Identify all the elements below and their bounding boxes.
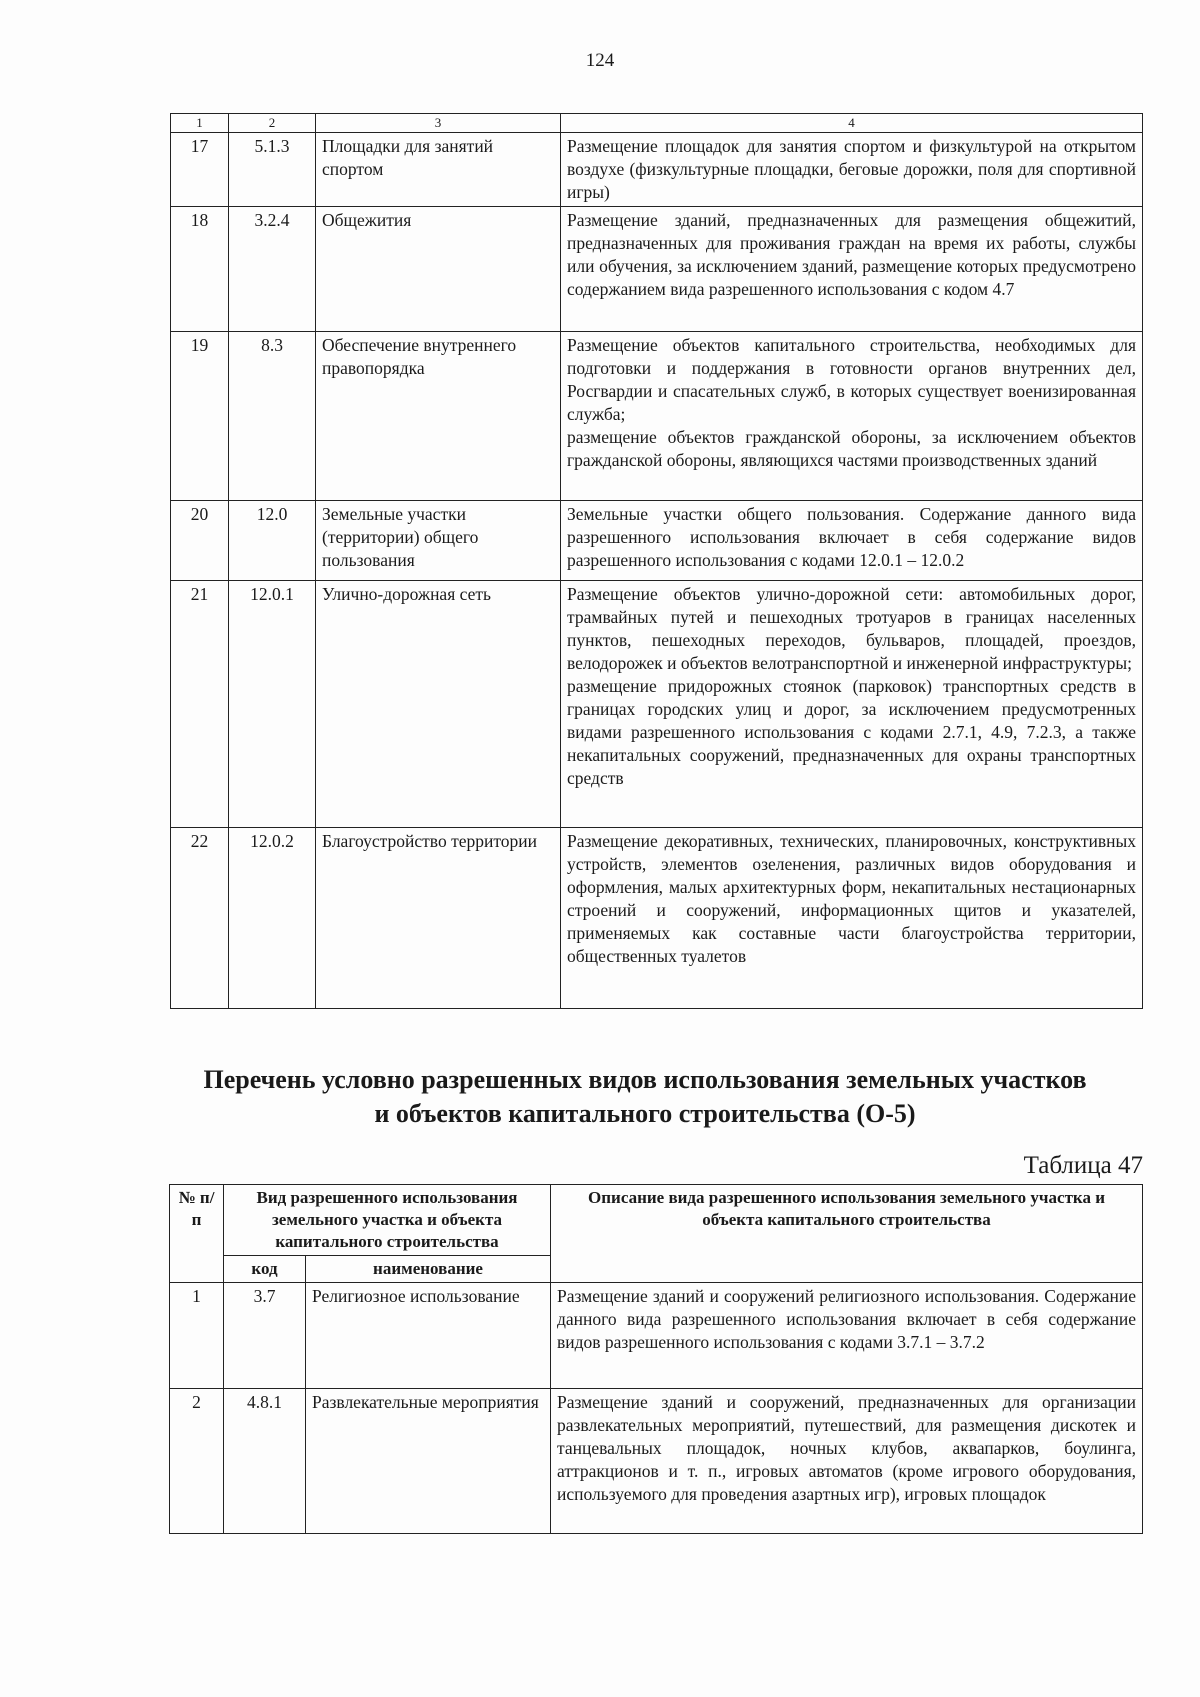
header-name: наименование — [306, 1256, 551, 1283]
row-number: 19 — [171, 332, 229, 501]
column-number: 3 — [316, 114, 561, 133]
row-number: 20 — [171, 501, 229, 581]
table-row — [171, 207, 1143, 332]
use-description: Размещение площадок для занятия спортом и физкультурой на открытом воздухе (физкультурные площадки, беговые дорожки, поля для спортивной игры) — [561, 133, 1143, 207]
use-description: Размещение зданий и сооружений религиозного использования. Содержание данного вида разрешенного использования включает в себя содержание видов разрешенного использования с кодами 3.7.1 – 3.7.2 — [551, 1283, 1143, 1389]
page-number: 124 — [585, 50, 615, 71]
header-code: код — [224, 1256, 306, 1283]
conditional-use-table — [169, 1184, 1143, 1534]
table-row — [171, 501, 1143, 581]
header-description: Описание вида разрешенного использования земельного участка и объекта капитального строительства — [551, 1185, 1143, 1283]
header-use-type: Вид разрешенного использования земельного участка и объекта капитального строительства — [224, 1185, 551, 1256]
row-number: 1 — [170, 1283, 224, 1389]
use-name: Развлекательные мероприятия — [306, 1389, 551, 1534]
row-number: 17 — [171, 133, 229, 207]
section-title-line: Перечень условно разрешенных видов использования земельных участков — [203, 1065, 1087, 1094]
use-name: Земельные участки (территории) общего пользования — [316, 501, 561, 581]
header-number: № п/п — [170, 1185, 224, 1283]
use-code: 3.7 — [224, 1283, 306, 1389]
use-name: Общежития — [316, 207, 561, 332]
section-title — [150, 1063, 1140, 1131]
use-name: Улично-дорожная сеть — [316, 581, 561, 828]
use-name: Площадки для занятий спортом — [316, 133, 561, 207]
use-name: Благоустройство территории — [316, 828, 561, 1009]
use-name: Обеспечение внутреннего правопорядка — [316, 332, 561, 501]
use-code: 8.3 — [229, 332, 316, 501]
table-row — [171, 332, 1143, 501]
table-row — [171, 581, 1143, 828]
use-code: 12.0 — [229, 501, 316, 581]
table-row — [171, 828, 1143, 1009]
use-code: 3.2.4 — [229, 207, 316, 332]
row-number: 2 — [170, 1389, 224, 1534]
use-description: Размещение зданий, предназначенных для размещения общежитий, предназначенных для проживания граждан на время их работы, службы или обучения, за исключением зданий, размещение которых предусмотрено содержанием вида разрешенного использования с кодом 4.7 — [561, 207, 1143, 332]
row-number: 18 — [171, 207, 229, 332]
table-label: Таблица 47 — [1023, 1152, 1143, 1179]
use-code: 5.1.3 — [229, 133, 316, 207]
table-row — [170, 1389, 1143, 1534]
column-number-row — [171, 114, 1143, 133]
column-number: 4 — [561, 114, 1143, 133]
column-number: 2 — [229, 114, 316, 133]
column-number: 1 — [171, 114, 229, 133]
use-name: Религиозное использование — [306, 1283, 551, 1389]
use-code: 4.8.1 — [224, 1389, 306, 1534]
use-description: Размещение декоративных, технических, планировочных, конструктивных устройств, элементов озеленения, различных видов оборудования и оформления, малых архитектурных форм, некапитальных нестационарных строений и сооружений, информационных щитов и указателей, применяемых как составные части благоустройства территории, общественных туалетов — [561, 828, 1143, 1009]
use-description: Земельные участки общего пользования. Содержание данного вида разрешенного использования включает в себя содержание видов разрешенного использования с кодами 12.0.1 – 12.0.2 — [561, 501, 1143, 581]
row-number: 22 — [171, 828, 229, 1009]
use-code: 12.0.2 — [229, 828, 316, 1009]
section-title-line: и объектов капитального строительства (О-5) — [374, 1099, 916, 1128]
table-row — [170, 1283, 1143, 1389]
use-description: Размещение зданий и сооружений, предназначенных для организации развлекательных мероприятий, путешествий, для размещения дискотек и танцевальных площадок, ночных клубов, аквапарков, боулинга, аттракционов и т. п., игровых автоматов (кроме игрового оборудования, используемого для проведения азартных игр), игровых площадок — [551, 1389, 1143, 1534]
table-header-row — [170, 1185, 1143, 1256]
use-code: 12.0.1 — [229, 581, 316, 828]
use-description: Размещение объектов улично-дорожной сети: автомобильных дорог, трамвайных путей и пешеходных тротуаров в границах населенных пунктов, пешеходных переходов, бульваров, площадей, проездов, велодорожек и объектов велотранспортной и инженерной инфраструктуры; размещение придорожных стоянок (парковок) транспортных средств в границах городских улиц и дорог, за исключением предусмотренных видами разрешенного использования с кодами 2.7.1, 4.9, 7.2.3, а также некапитальных сооружений, предназначенных для охраны транспортных средств — [561, 581, 1143, 828]
use-description: Размещение объектов капитального строительства, необходимых для подготовки и поддержания в готовности органов внутренних дел, Росгвардии и спасательных служб, в которых существует военизированная служба; размещение объектов гражданской обороны, за исключением объектов гражданской обороны, являющихся частями производственных зданий — [561, 332, 1143, 501]
row-number: 21 — [171, 581, 229, 828]
land-use-table-continued — [170, 113, 1143, 1009]
table-row — [171, 133, 1143, 207]
